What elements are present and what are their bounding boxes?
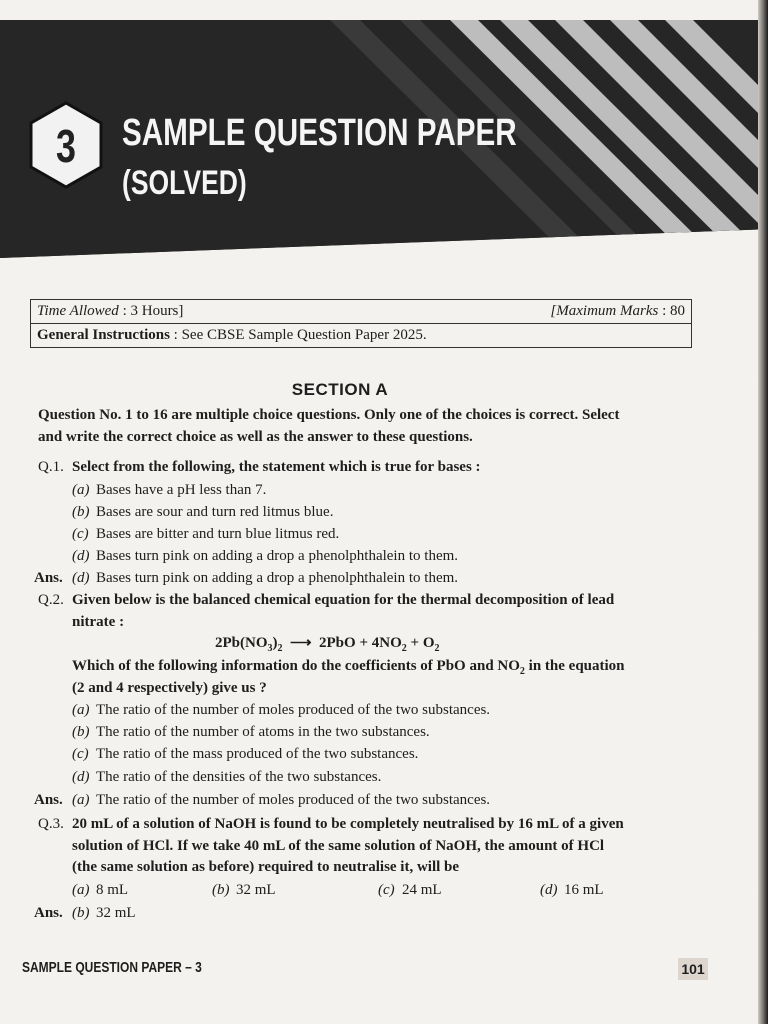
intro-line: and write the correct choice as well as the answer to these questions. xyxy=(38,429,473,445)
question-3: Q.3. 20 mL of a solution of NaOH is found to be completely neutralised by 16 mL of a given xyxy=(38,816,624,832)
question-3-cont: (the same solution as before) required to neutralise it, will be xyxy=(72,859,460,875)
answer-1: Ans. (d) Bases turn pink on adding a drop a phenolphthalein to them. xyxy=(34,570,459,586)
banner-top-edge xyxy=(0,0,758,20)
option: (d) 16 mL xyxy=(540,882,604,898)
answer-3: Ans. (b) 32 mL xyxy=(34,905,136,921)
arrow-icon: ⟶ xyxy=(290,635,312,651)
option: (b) Bases are sour and turn red litmus blue. xyxy=(72,504,334,520)
page-subtitle: (SOLVED) xyxy=(122,164,247,202)
option: (d) Bases turn pink on adding a drop a phenolphthalein to them. xyxy=(72,548,459,564)
page-title: SAMPLE QUESTION PAPER xyxy=(122,112,517,154)
option: (a) The ratio of the number of moles produced of the two substances. xyxy=(72,702,491,718)
general-instructions: General Instructions : See CBSE Sample Question Paper 2025. xyxy=(37,327,427,343)
intro-line: Question No. 1 to 16 are multiple choice questions. Only one of the choices is correct. Select xyxy=(38,407,620,423)
section-heading: SECTION A xyxy=(291,380,389,399)
exam-info-box xyxy=(30,299,692,348)
option: (a) Bases have a pH less than 7. xyxy=(72,482,267,498)
time-allowed: Time Allowed : 3 Hours] xyxy=(37,303,184,319)
chemical-equation: $2Pb(NO_3)_2$ ⟶ $2PbO + 4NO_2 + O_2$ xyxy=(215,635,440,654)
question-2: Q.2. Given below is the balanced chemical equation for the thermal decomposition of lead xyxy=(38,592,615,608)
page-edge xyxy=(758,0,768,1024)
option: (a) 8 mL xyxy=(72,882,129,898)
chapter-number: 3 xyxy=(56,120,76,172)
time-marks-row xyxy=(31,300,691,324)
option: (d) The ratio of the densities of the two substances. xyxy=(72,769,382,785)
option: (c) The ratio of the mass produced of the two substances. xyxy=(72,746,419,762)
page-number: 101 xyxy=(678,958,708,980)
maximum-marks: [Maximum Marks : 80 xyxy=(550,303,685,319)
question-3-cont: solution of HCl. If we take 40 mL of the same solution of NaOH, the amount of HCl xyxy=(72,838,605,854)
answer-2: Ans. (a) The ratio of the number of moles produced of the two substances. xyxy=(34,792,491,808)
option: (c) 24 mL xyxy=(378,882,442,898)
option: (b) The ratio of the number of atoms in the two substances. xyxy=(72,724,430,740)
question-2-prompt: (2 and 4 respectively) give us ? xyxy=(72,680,267,696)
question-1: Q.1. Select from the following, the statement which is true for bases : xyxy=(38,459,481,475)
option: (c) Bases are bitter and turn blue litmus red. xyxy=(72,526,340,542)
option: (b) 32 mL xyxy=(212,882,276,898)
question-2-prompt: Which of the following information do the coefficients of PbO and $NO_2$ in the equation xyxy=(72,658,625,677)
question-2-cont: nitrate : xyxy=(72,614,125,630)
footer-label: SAMPLE QUESTION PAPER – 3 xyxy=(22,959,202,976)
